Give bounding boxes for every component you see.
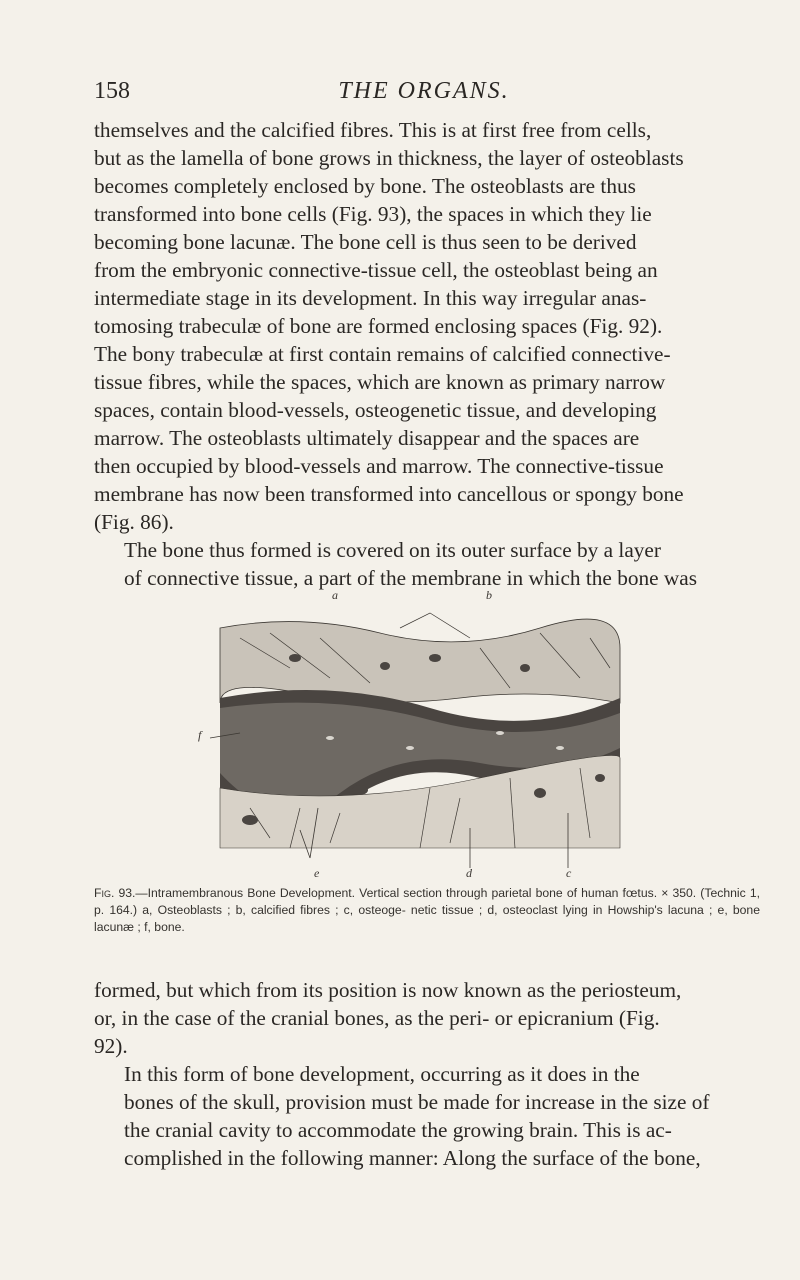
figure-label: Fig. 93. — [94, 886, 136, 900]
text-line: tomosing trabeculæ of bone are formed enclosing spaces (Fig. 92). — [94, 314, 663, 338]
paragraph-3 — [94, 976, 760, 1060]
paragraph-2 — [94, 536, 760, 592]
text-line: (Fig. 86). — [94, 510, 174, 534]
figure-letter-e: e — [314, 866, 320, 880]
figure-letter-a: a — [332, 588, 338, 602]
text-line: from the embryonic connective-tissue cell, the osteoblast being an — [94, 258, 658, 282]
text-line: 92). — [94, 1034, 128, 1058]
text-line: transformed into bone cells (Fig. 93), the spaces in which they lie — [94, 202, 652, 226]
text-line: membrane has now been transformed into cancellous or spongy bone — [94, 482, 684, 506]
page-number: 158 — [94, 78, 130, 104]
running-head: THE ORGANS. — [338, 78, 510, 104]
text-line: formed, but which from its position is now known as the periosteum, — [94, 978, 682, 1002]
bone-section-drawing — [180, 608, 650, 868]
text-line: bones of the skull, provision must be made for increase in the size of — [124, 1090, 710, 1114]
text-line: tissue fibres, while the spaces, which are known as primary narrow — [94, 370, 666, 394]
text-line: or, in the case of the cranial bones, as the peri- or epicranium (Fig. — [94, 1006, 660, 1030]
figure-93-illustration — [180, 588, 650, 882]
text-line: marrow. The osteoblasts ultimately disappear and the spaces are — [94, 426, 640, 450]
text-line: becomes completely enclosed by bone. The osteoblasts are thus — [94, 174, 636, 198]
text-line: becoming bone lacunæ. The bone cell is thus seen to be derived — [94, 230, 637, 254]
paragraph-1 — [94, 116, 760, 536]
figure-letter-d: d — [466, 866, 472, 880]
text-line: themselves and the calcified fibres. This is at first free from cells, — [94, 118, 652, 142]
text-line: The bony trabeculæ at first contain remains of calcified connective- — [94, 342, 671, 366]
text-line: spaces, contain blood-vessels, osteogenetic tissue, and developing — [94, 398, 657, 422]
paragraph-4 — [94, 1060, 760, 1172]
text-line: complished in the following manner: Along the surface of the bone, — [124, 1146, 701, 1170]
text-line: of connective tissue, a part of the membrane in which the bone was — [124, 566, 698, 590]
figure-letter-b: b — [486, 588, 492, 602]
text-line: In this form of bone development, occurring as it does in the — [124, 1062, 640, 1086]
page-header — [94, 78, 754, 108]
text-line: but as the lamella of bone grows in thickness, the layer of osteoblasts — [94, 146, 684, 170]
text-line: The bone thus formed is covered on its outer surface by a layer — [124, 538, 661, 562]
caption-text: —Intramembranous Bone Development. Vertical section through parietal bone of human fœtus. × 350. (Technic 1, p. 164.) a, Osteoblasts ; b, calcified fibres ; c, osteoge- netic tissue ; d, osteoclast lying in Howship's lacuna ; e, bone lacunæ ; f, bone. — [94, 886, 760, 934]
text-line: then occupied by blood-vessels and marrow. The connective-tissue — [94, 454, 664, 478]
figure-caption — [94, 885, 760, 936]
figure-letter-f: f — [198, 728, 202, 742]
text-line: intermediate stage in its development. In this way irregular anas- — [94, 286, 647, 310]
figure-letter-c: c — [566, 866, 572, 880]
text-line: the cranial cavity to accommodate the growing brain. This is ac- — [124, 1118, 672, 1142]
